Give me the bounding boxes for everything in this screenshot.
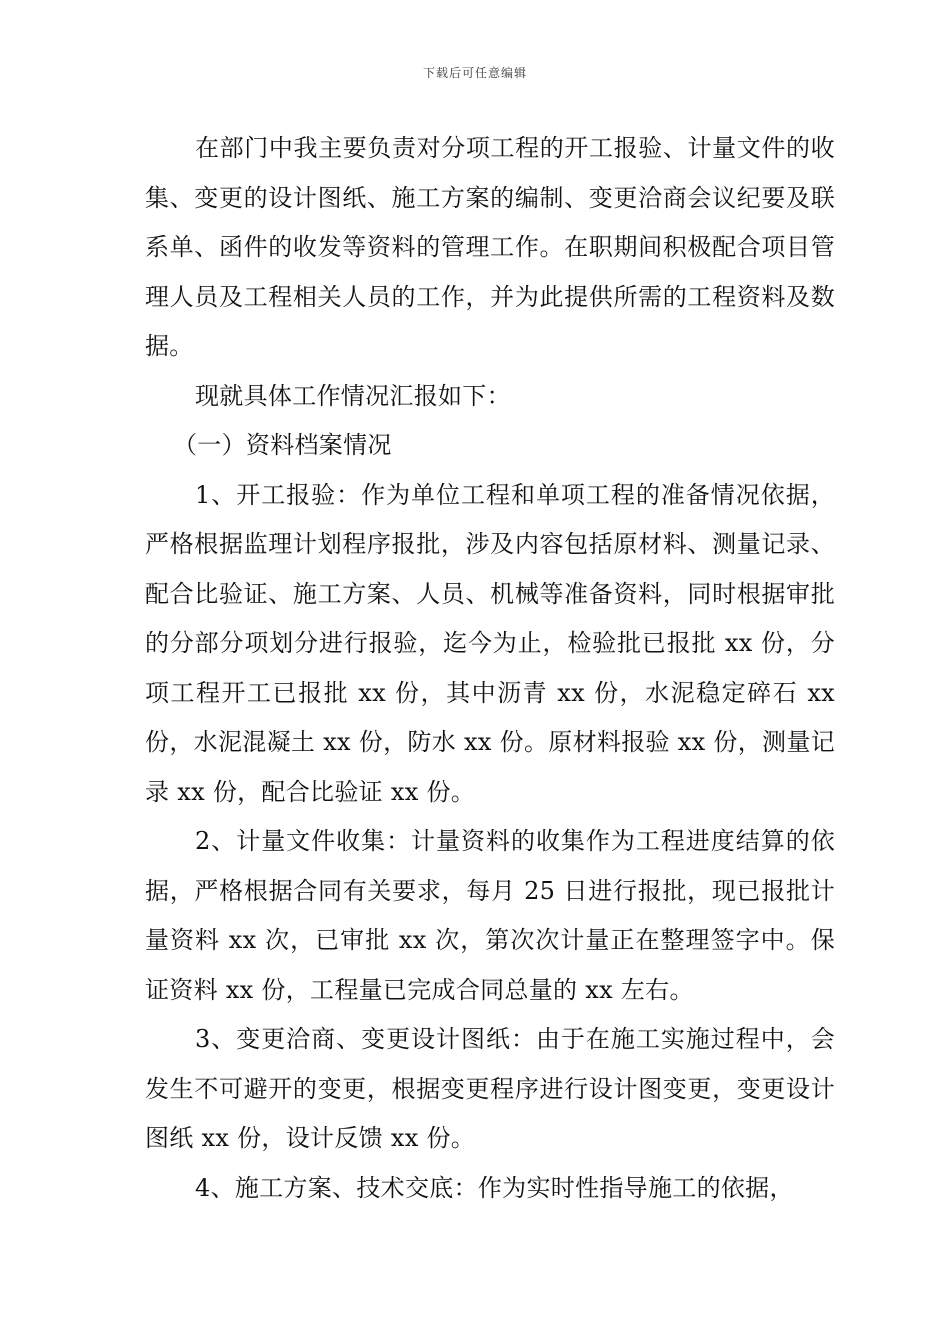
- paragraph-intro: 在部门中我主要负责对分项工程的开工报验、计量文件的收集、变更的设计图纸、施工方案的编制、变更洽商会议纪要及联系单、函件的收发等资料的管理工作。在职期间积极配合项目管理人员及工程相关人员的工作，并为此提供所需的工程资料及数据。: [145, 134, 835, 360]
- paragraph-item-4: 4、施工方案、技术交底：作为实时性指导施工的依据，: [195, 1173, 794, 1202]
- page-header: 下载后可任意编辑: [422, 66, 527, 80]
- section-heading-archives: （一）资料档案情况: [173, 431, 392, 459]
- paragraph-summary-lead: 现就具体工作情况汇报如下：: [195, 381, 511, 410]
- document-body: [145, 124, 835, 1213]
- paragraph-item-1: 1、开工报验：作为单位工程和单项工程的准备情况依据，严格根据监理计划程序报批，涉及内容包括原材料、测量记录、配合比验证、施工方案、人员、机械等准备资料，同时根据审批的分部分项划分进行报验，迄今为止，检验批已报批 xx 份，分项工程开工已报批 xx 份，其中沥青 xx 份，水泥稳定碎石 xx 份，水泥混凝土 xx 份，防水 xx 份。原材料报验 xx 份，测量记录 xx 份，配合比验证 xx 份。: [145, 480, 835, 806]
- paragraph-item-3: 3、变更洽商、变更设计图纸：由于在施工实施过程中，会发生不可避开的变更，根据变更程序进行设计图变更，变更设计图纸 xx 份，设计反馈 xx 份。: [145, 1025, 835, 1152]
- paragraph-item-2: 2、计量文件收集：计量资料的收集作为工程进度结算的依据，严格根据合同有关要求，每月 25 日进行报批，现已报批计量资料 xx 次，已审批 xx 次，第次次计量正在整理签字中。保证资料 xx 份，工程量已完成合同总量的 xx 左右。: [145, 827, 835, 1004]
